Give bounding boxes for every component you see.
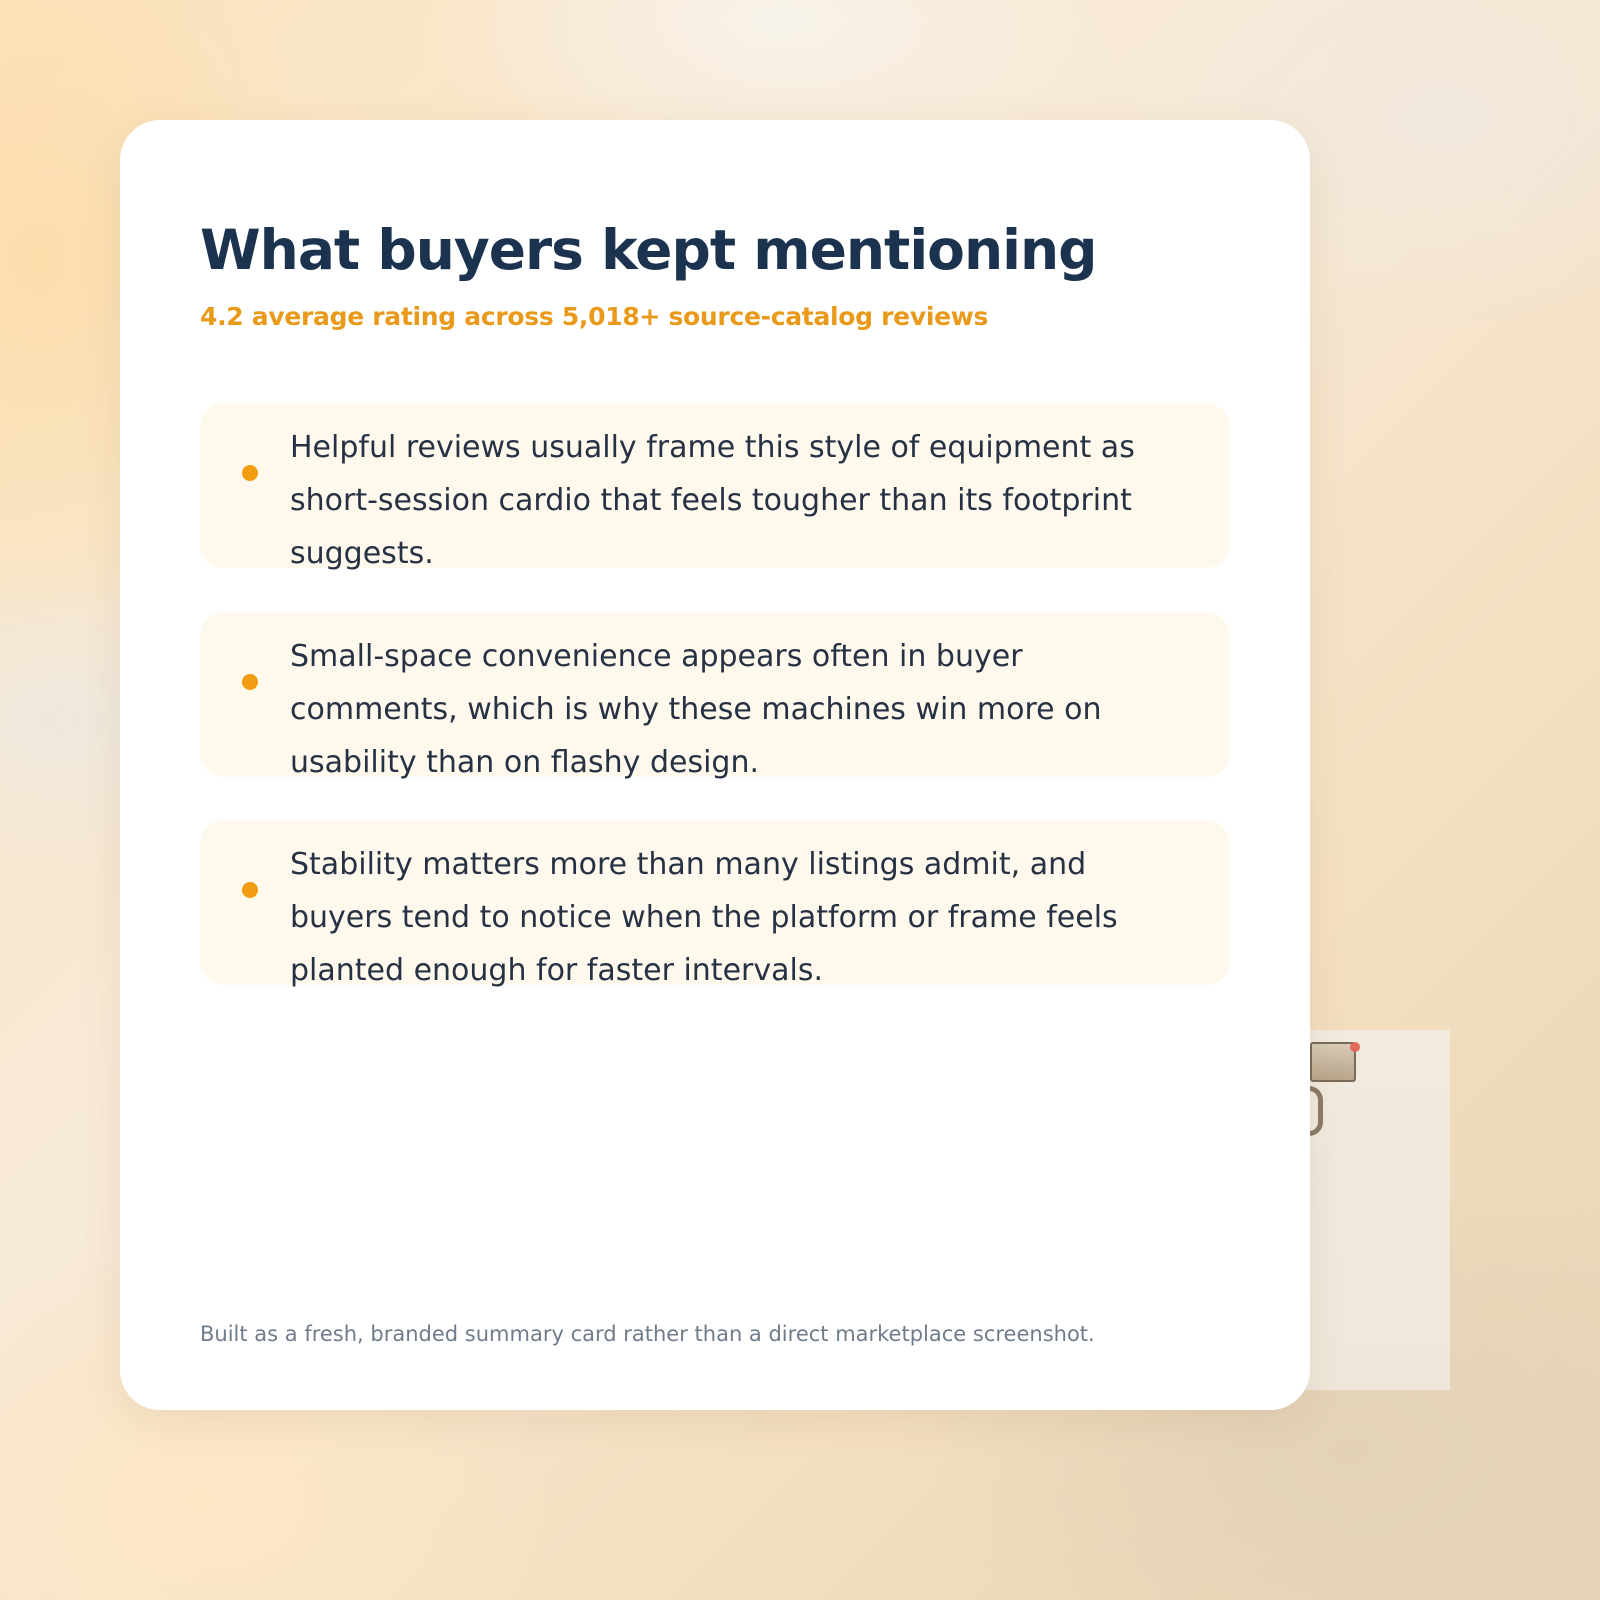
product-thumbnail xyxy=(1310,1042,1356,1082)
highlight-text: Stability matters more than many listings admit, and buyers tend to notice when the platform or frame feels planted enough for faster intervals. xyxy=(290,847,1118,988)
bullet-dot-icon xyxy=(242,882,258,898)
product-frame-detail xyxy=(1308,1086,1323,1136)
rating-summary: 4.2 average rating across 5,018+ source-catalog reviews xyxy=(200,302,989,331)
review-summary-card xyxy=(120,120,1310,1410)
highlight-item xyxy=(200,403,1230,571)
highlight-text: Helpful reviews usually frame this style of equipment as short-session cardio that feels tougher than its footprint suggests. xyxy=(290,430,1135,571)
card-footnote: Built as a fresh, branded summary card rather than a direct marketplace screenshot. xyxy=(200,1322,1095,1346)
card-title: What buyers kept mentioning xyxy=(200,218,1097,282)
highlight-item xyxy=(200,612,1230,780)
highlight-text: Small-space convenience appears often in buyer comments, which is why these machines win more on usability than on flashy design. xyxy=(290,639,1102,780)
bullet-dot-icon xyxy=(242,465,258,481)
bullet-dot-icon xyxy=(242,674,258,690)
notification-badge xyxy=(1350,1042,1360,1052)
highlight-item xyxy=(200,820,1230,988)
